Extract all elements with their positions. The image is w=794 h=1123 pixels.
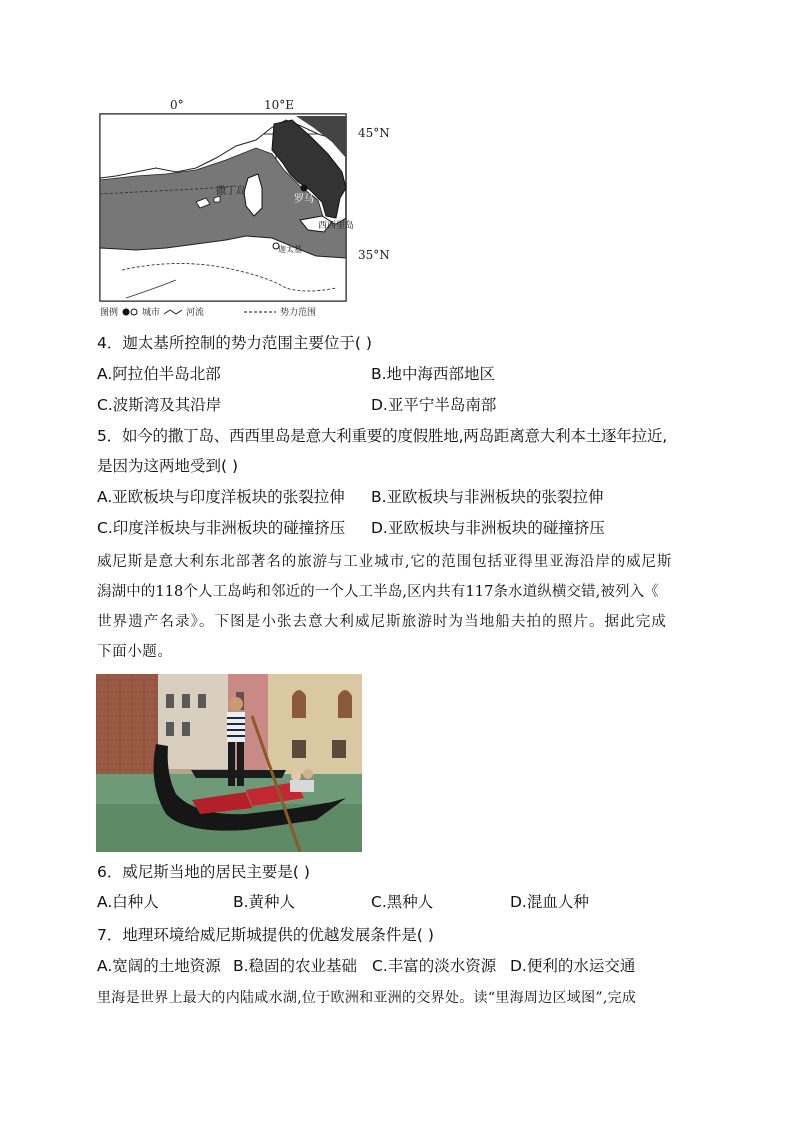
q7-stem: 7．地理环境给威尼斯城提供的优越发展条件是( ) (97, 926, 434, 944)
venice-passage-line1: 威尼斯是意大利东北部著名的旅游与工业城市,它的范围包括亚得里亚海沿岸的威尼斯 (97, 554, 673, 570)
rome-label: 罗马 (294, 194, 314, 205)
legend-city: 城市 (142, 308, 161, 318)
caspian-passage (97, 983, 699, 1013)
q6-option-b[interactable]: B.黄种人 (233, 893, 296, 911)
lat-45n-label: 45°N (358, 126, 390, 140)
venice-passage-line3: 世界遗产名录》。下图是小张去意大利威尼斯旅游时为当地船夫拍的照片。据此完成 (97, 614, 667, 630)
q5-option-c[interactable]: C.印度洋板块与非洲板块的碰撞挤压 (97, 519, 346, 537)
q5-stem-line2: 是因为这两地受到( ) (97, 457, 239, 475)
q5-stem-line1: 5．如今的撒丁岛、西西里岛是意大利重要的度假胜地,两岛距离意大利本土逐年拉近, (97, 427, 667, 445)
legend-sphere: 势力范围 (280, 308, 317, 318)
q6-option-a[interactable]: A.白种人 (97, 893, 159, 911)
lon-10e-label: 10°E (264, 98, 295, 112)
q7-option-b[interactable]: B.稳固的农业基础 (233, 957, 358, 975)
q7-option-a[interactable]: A.宽阔的土地资源 (97, 957, 221, 975)
q4-option-d[interactable]: D.亚平宁半岛南部 (371, 396, 497, 414)
q4-stem: 4．迦太基所控制的势力范围主要位于( ) (97, 334, 372, 352)
q6-option-d[interactable]: D.混血人种 (510, 893, 589, 911)
q4-option-a[interactable]: A.阿拉伯半岛北部 (97, 365, 221, 383)
q4-option-c[interactable]: C.波斯湾及其沿岸 (97, 396, 222, 414)
gondola-photo (96, 674, 362, 852)
q4-option-b[interactable]: B.地中海西部地区 (371, 365, 496, 383)
sicily-label: 西西里岛 (318, 221, 355, 231)
legend-river: 河流 (186, 308, 205, 318)
q7-option-d[interactable]: D.便利的水运交通 (510, 957, 636, 975)
q7-option-c[interactable]: C.丰富的淡水资源 (372, 957, 497, 975)
caspian-passage-line1: 里海是世界上最大的内陆咸水湖,位于欧洲和亚洲的交界处。读“里海周边区域图”,完成 (97, 990, 637, 1006)
lon-0-label: 0° (170, 98, 184, 112)
q6-stem: 6．威尼斯当地的居民主要是( ) (97, 863, 310, 881)
map-figure (96, 98, 396, 320)
q5-option-b[interactable]: B.亚欧板块与非洲板块的张裂拉伸 (371, 488, 604, 506)
venice-passage-line2: 潟湖中的118个人工岛屿和邻近的一个人工半岛,区内共有117条水道纵横交错,被列入《 (97, 584, 659, 600)
legend-title: 图例 (100, 308, 119, 318)
mediterranean-map (96, 98, 396, 320)
venice-passage (97, 547, 699, 667)
carthage-label: 迦太基 (278, 245, 302, 254)
q5-option-d[interactable]: D.亚欧板块与非洲板块的碰撞挤压 (371, 519, 605, 537)
sardinia-label: 撒丁岛 (216, 186, 246, 197)
lat-35n-label: 35°N (358, 248, 390, 262)
q5-option-a[interactable]: A.亚欧板块与印度洋板块的张裂拉伸 (97, 488, 345, 506)
venice-passage-line4: 下面小题。 (97, 644, 173, 660)
q6-option-c[interactable]: C.黑种人 (371, 893, 434, 911)
